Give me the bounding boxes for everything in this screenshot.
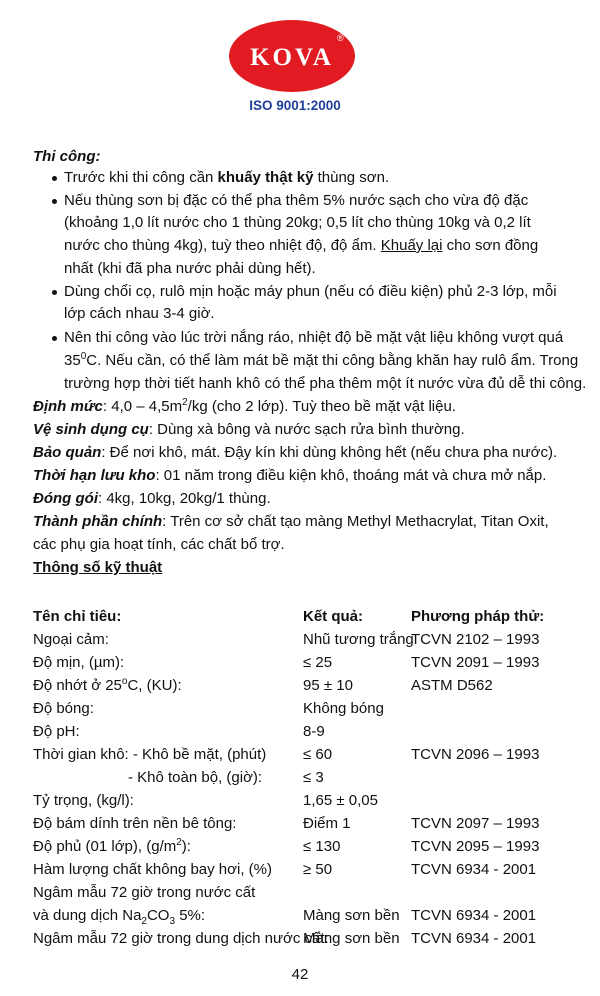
info-packaging: Đóng gói: 4kg, 10kg, 20kg/1 thùng. (33, 490, 271, 507)
info-shelf-life: Thời hạn lưu kho: 01 năm trong điều kiện khô, thoáng mát và chưa mở nắp. (33, 467, 547, 484)
spec-method: TCVN 2095 – 1993 (411, 838, 540, 855)
spec-name: Độ pH: (33, 723, 80, 740)
spec-result: ≤ 130 (303, 838, 341, 855)
bullet-2-line-2: (khoảng 1,0 lít nước cho 1 thùng 20kg; 0,5 lít cho thùng 10kg và 0,2 lít (64, 214, 531, 231)
section-title-application: Thi công: (33, 148, 101, 165)
spec-result: Điểm 1 (303, 815, 351, 832)
info-coverage: Định mức: $4,0 - 4,5m^2/kg$ (cho 2 lớp). Tuỳ theo bề mặt vật liệu. (33, 397, 456, 415)
spec-method: TCVN 2097 – 1993 (411, 815, 540, 832)
bullet-dot (52, 199, 57, 204)
spec-result: Màng sơn bền (303, 930, 400, 947)
spec-name: và dung dịch $Na_2CO_3$ 5%: (33, 907, 206, 927)
spec-result: ≤ 60 (303, 746, 333, 763)
spec-method: TCVN 2091 – 1993 (411, 654, 540, 671)
info-composition-cont: các phụ gia hoạt tính, các chất bổ trợ. (33, 536, 285, 553)
spec-name: - Khô toàn bộ, (giờ): (128, 769, 263, 786)
logo-brand-text: KOVA (250, 44, 334, 71)
bullet-2-line-3: nước cho thùng 4kg), tuỳ theo nhiệt độ, độ ẩm. Khuấy lại cho sơn đồng (64, 237, 539, 254)
info-composition: Thành phần chính: Trên cơ sở chất tạo màng Methyl Methacrylat, Titan Oxit, (33, 513, 549, 530)
bullet-2-line-1: Nếu thùng sơn bị đặc có thể pha thêm 5% nước sạch cho vừa độ đặc (64, 192, 529, 209)
spec-name: Thời gian khô: - Khô bề mặt, (phút) (33, 746, 267, 763)
spec-name: Độ phủ (01 lớp), $(g/m^2)$: (33, 837, 191, 855)
spec-result: Nhũ tương trắng (303, 631, 414, 648)
specs-header-name: Tên chỉ tiêu: (33, 608, 122, 625)
spec-name: Độ bám dính trên nền bê tông: (33, 815, 237, 832)
spec-name: Độ nhớt ở 25$^o$C, (KU): (33, 676, 182, 694)
specs-header-result: Kết quả: (303, 608, 363, 625)
specs-title: Thông số kỹ thuật (33, 559, 163, 576)
spec-name: Độ bóng: (33, 700, 94, 717)
kova-logo (229, 20, 355, 92)
bullet-3-line-2: lớp cách nhau 3-4 giờ. (64, 305, 215, 322)
bullet-4-line-3: trường hợp thời tiết hanh khô có thể pha thêm một ít nước vừa đủ dễ thi công. (64, 375, 587, 392)
bullet-4-line-2: $35^0C$. Nếu cần, có thể làm mát bề mặt thi công bằng khăn hay rulô ẩm. Trong (64, 351, 579, 369)
spec-name: Tỷ trọng, (kg/l): (33, 792, 134, 809)
bullet-3-line-1: Dùng chổi cọ, rulô mịn hoặc máy phun (nếu có điều kiện) phủ 2-3 lớp, mỗi (64, 283, 557, 300)
spec-result: 95 ± 10 (303, 677, 353, 694)
specs-header-method: Phương pháp thử: (411, 608, 545, 625)
info-tool-cleaning: Vệ sinh dụng cụ: Dùng xà bông và nước sạch rửa bình thường. (33, 421, 465, 438)
registered-mark: ® (337, 33, 344, 43)
spec-name: Ngoại cảm: (33, 631, 109, 648)
iso-certification: ISO 9001:2000 (249, 98, 341, 113)
spec-result: 1,65 ± 0,05 (303, 792, 378, 809)
spec-result: ≤ 3 (303, 769, 324, 786)
spec-result: Màng sơn bền (303, 907, 400, 924)
spec-name: Hàm lượng chất không bay hơi, (%) (33, 861, 272, 878)
spec-name: Độ mịn, (µm): (33, 654, 125, 671)
bullet-dot (52, 176, 57, 181)
spec-name: Ngâm mẫu 72 giờ trong dung dịch nước cất: (33, 930, 329, 947)
bullet-4-line-1: Nên thi công vào lúc trời nắng ráo, nhiệt độ bề mặt vật liệu không vượt quá (64, 329, 564, 346)
info-storage: Bảo quản: Để nơi khô, mát. Đậy kín khi dùng không hết (nếu chưa pha nước). (33, 444, 558, 461)
bullet-dot (52, 290, 57, 295)
page-number: 42 (291, 966, 309, 983)
spec-result: ≥ 50 (303, 861, 333, 878)
spec-method: TCVN 2096 – 1993 (411, 746, 540, 763)
spec-result: Không bóng (303, 700, 384, 717)
bullet-dot (52, 336, 57, 341)
spec-name: Ngâm mẫu 72 giờ trong nước cất (33, 884, 256, 901)
spec-method: TCVN 6934 - 2001 (411, 907, 537, 924)
spec-method: TCVN 6934 - 2001 (411, 930, 537, 947)
spec-method: TCVN 6934 - 2001 (411, 861, 537, 878)
spec-method: ASTM D562 (411, 677, 493, 694)
spec-method: TCVN 2102 – 1993 (411, 631, 540, 648)
spec-result: 8-9 (303, 723, 325, 740)
spec-result: ≤ 25 (303, 654, 333, 671)
bullet-2-line-4: nhất (khi đã pha nước phải dùng hết). (64, 260, 316, 277)
bullet-1-line-1: Trước khi thi công cần khuấy thật kỹ thùng sơn. (64, 169, 390, 186)
